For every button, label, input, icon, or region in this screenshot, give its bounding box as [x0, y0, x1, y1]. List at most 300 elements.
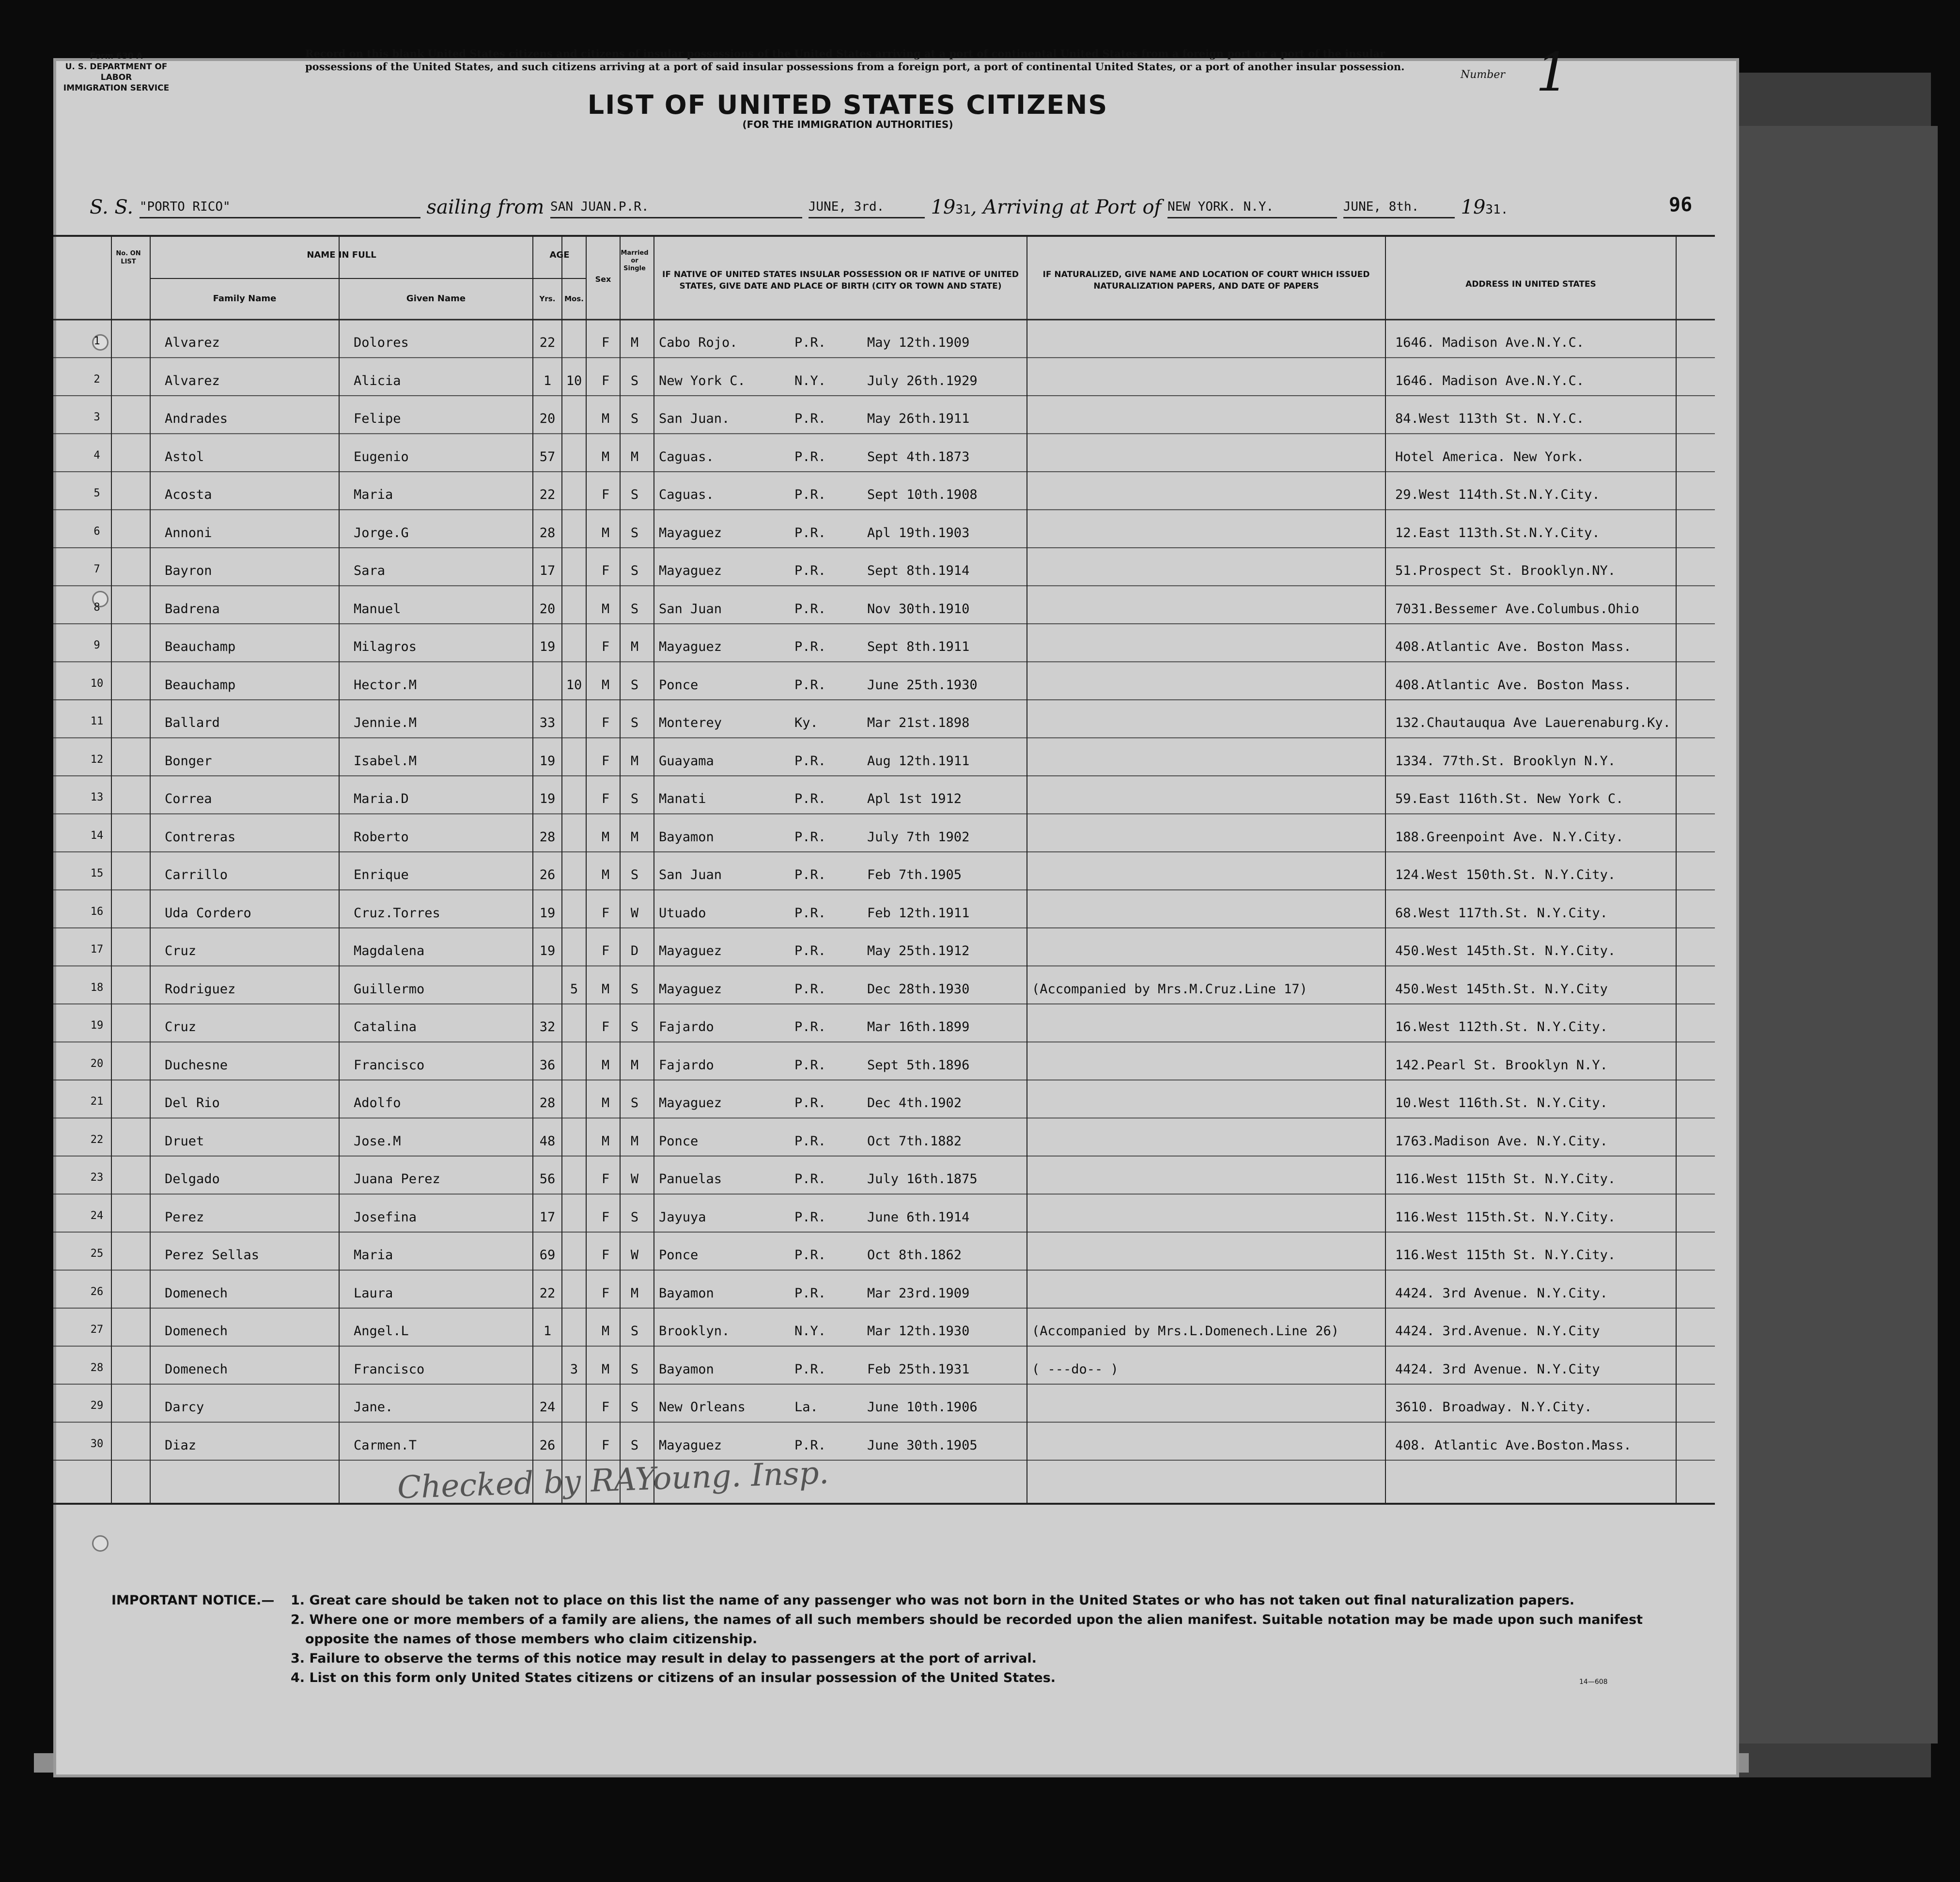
given-name: Maria	[354, 487, 393, 502]
sex: F	[601, 943, 610, 958]
sex: F	[601, 1400, 610, 1415]
us-address: 408.Atlantic Ave. Boston Mass.	[1395, 677, 1632, 693]
family-name: Perez Sellas	[165, 1248, 260, 1263]
given-name: Felipe	[354, 411, 401, 426]
family-name: Beauchamp	[165, 639, 236, 654]
us-address: 124.West 150th.St. N.Y.City.	[1395, 867, 1616, 882]
us-address: 16.West 112th.St. N.Y.City.	[1395, 1019, 1608, 1034]
birth-state: P.R.	[794, 1133, 826, 1149]
sex: M	[601, 411, 610, 426]
birth-city: Mayaguez	[659, 943, 722, 958]
marital-status: S	[630, 373, 639, 388]
sex: F	[601, 753, 610, 769]
birth-state: P.R.	[794, 449, 826, 464]
birth-date: Aug 12th.1911	[867, 753, 970, 769]
birth-date: Dec 4th.1902	[867, 1095, 962, 1111]
table-row	[53, 358, 1715, 396]
inspector-signature: Checked by RAYoung. Insp.	[396, 1455, 830, 1506]
sex: F	[601, 1019, 610, 1034]
sex: F	[601, 905, 610, 921]
given-name: Eugenio	[354, 449, 409, 464]
birth-date: June 30th.1905	[867, 1437, 978, 1453]
table-row	[53, 966, 1715, 1004]
family-name: Bonger	[165, 753, 212, 769]
birth-city: Utuado	[659, 905, 706, 921]
service-name: IMMIGRATION SERVICE	[63, 83, 170, 93]
birth-date: Mar 16th.1899	[867, 1019, 970, 1034]
age-years: 20	[539, 411, 556, 426]
us-address: Hotel America. New York.	[1395, 449, 1585, 464]
birth-state: N.Y.	[794, 1324, 826, 1339]
birth-date: Apl 19th.1903	[867, 525, 970, 540]
given-name: Milagros	[354, 639, 417, 654]
row-number: 19	[90, 1019, 104, 1032]
birth-city: Fajardo	[659, 1019, 714, 1034]
marital-status: S	[630, 1400, 639, 1415]
table-row	[53, 548, 1715, 586]
row-number: 4	[93, 449, 100, 462]
family-name: Annoni	[165, 525, 212, 540]
table-row	[53, 1346, 1715, 1384]
departure-year-prefix: 19	[931, 196, 956, 218]
row-number: 23	[90, 1172, 104, 1184]
col-header-sex: Sex	[595, 275, 611, 284]
birth-date: Oct 7th.1882	[867, 1133, 962, 1149]
birth-city: Manati	[659, 791, 706, 806]
family-name: Rodriguez	[165, 981, 236, 997]
col-header-given: Given Name	[406, 293, 466, 304]
given-name: Adolfo	[354, 1095, 401, 1111]
table-row	[53, 776, 1715, 814]
voyage-line: S. S. "PORTO RICO" sailing from SAN JUAN.P.R. JUNE, 3rd. 1931, Arriving at Port of NEW YORK. N.Y. JUNE, 8th. 1931.	[90, 196, 1509, 218]
us-address: 142.Pearl St. Brooklyn N.Y.	[1395, 1057, 1608, 1073]
sex: F	[601, 639, 610, 654]
sex: M	[601, 677, 610, 693]
birth-date: Sept 8th.1914	[867, 563, 970, 578]
table-row	[53, 700, 1715, 738]
sex: F	[601, 373, 610, 388]
marital-status: S	[630, 1019, 639, 1034]
notice-item: 2. Where one or more members of a family are aliens, the names of all such members should be recorded upon the alien manifest. Suitable notation may be made upon such manifest opposite the names of those members who claim citizenship.	[291, 1612, 1643, 1647]
table-row	[53, 1384, 1715, 1422]
departure-year: 31	[955, 202, 971, 217]
age-years: 22	[539, 335, 556, 350]
marital-status: M	[630, 335, 639, 350]
family-name: Contreras	[165, 829, 236, 845]
row-number: 2	[93, 373, 100, 386]
given-name: Maria	[354, 1248, 393, 1263]
birth-city: Bayamon	[659, 1361, 714, 1377]
table-row	[53, 624, 1715, 662]
us-address: 1763.Madison Ave. N.Y.City.	[1395, 1133, 1608, 1149]
table-row	[53, 434, 1715, 472]
family-name: Carrillo	[165, 867, 228, 882]
arrival-year-prefix: 19	[1461, 196, 1486, 218]
us-address: 4424. 3rd Avenue. N.Y.City.	[1395, 1285, 1608, 1301]
given-name: Manuel	[354, 601, 401, 617]
us-address: 10.West 116th.St. N.Y.City.	[1395, 1095, 1608, 1111]
marital-status: M	[630, 829, 639, 845]
age-years: 24	[539, 1400, 556, 1415]
table-row	[53, 890, 1715, 928]
family-name: Domenech	[165, 1324, 228, 1339]
row-number: 16	[90, 905, 104, 918]
given-name: Carmen.T	[354, 1437, 417, 1453]
birth-date: Mar 12th.1930	[867, 1324, 970, 1339]
row-number: 26	[90, 1285, 104, 1298]
given-name: Jorge.G	[354, 525, 409, 540]
table-row	[53, 852, 1715, 890]
birth-state: P.R.	[794, 525, 826, 540]
row-number: 29	[90, 1400, 104, 1412]
age-years: 56	[539, 1172, 556, 1187]
given-name: Dolores	[354, 335, 409, 350]
ss-label: S. S.	[90, 196, 134, 218]
given-name: Josefina	[354, 1209, 417, 1225]
marital-status: S	[630, 487, 639, 502]
given-name: Jennie.M	[354, 715, 417, 730]
age-years: 26	[539, 1437, 556, 1453]
age-years: 26	[539, 867, 556, 882]
marital-status: W	[630, 905, 639, 921]
birth-state: P.R.	[794, 981, 826, 997]
birth-city: Cabo Rojo.	[659, 335, 738, 350]
us-address: 7031.Bessemer Ave.Columbus.Ohio	[1395, 601, 1639, 617]
marital-status: M	[630, 1133, 639, 1149]
us-address: 1646. Madison Ave.N.Y.C.	[1395, 373, 1585, 388]
row-number: 18	[90, 981, 104, 994]
marital-status: S	[630, 867, 639, 882]
page-subtitle: (FOR THE IMMIGRATION AUTHORITIES)	[742, 119, 953, 130]
age-years: 48	[539, 1133, 556, 1149]
birth-city: Mayaguez	[659, 1437, 722, 1453]
table-row	[53, 1270, 1715, 1308]
birth-state: P.R.	[794, 1057, 826, 1073]
row-number: 28	[90, 1361, 104, 1374]
birth-city: Guayama	[659, 753, 714, 769]
birth-state: P.R.	[794, 677, 826, 693]
given-name: Jane.	[354, 1400, 393, 1415]
marital-status: S	[630, 601, 639, 617]
us-address: 450.West 145th.St. N.Y.City.	[1395, 943, 1616, 958]
notice-item: 3. Failure to observe the terms of this notice may result in delay to passengers at the port of arrival.	[291, 1651, 1037, 1666]
family-name: Beauchamp	[165, 677, 236, 693]
sex: M	[601, 867, 610, 882]
given-name: Laura	[354, 1285, 393, 1301]
sex: M	[601, 1324, 610, 1339]
marital-status: M	[630, 1057, 639, 1073]
age-years: 1	[543, 1324, 552, 1339]
birth-date: July 16th.1875	[867, 1172, 978, 1187]
birth-state: P.R.	[794, 1172, 826, 1187]
marital-status: S	[630, 677, 639, 693]
marital-status: S	[630, 1095, 639, 1111]
birth-state: P.R.	[794, 867, 826, 882]
family-name: Duchesne	[165, 1057, 228, 1073]
col-header-family: Family Name	[213, 293, 277, 304]
given-name: Francisco	[354, 1057, 425, 1073]
birth-date: Feb 25th.1931	[867, 1361, 970, 1377]
age-years: 17	[539, 563, 556, 578]
sex: F	[601, 563, 610, 578]
family-name: Del Rio	[165, 1095, 220, 1111]
col-header-naturalized: IF NATURALIZED, GIVE NAME AND LOCATION OF COURT WHICH ISSUED NATURALIZATION PAPERS, AND DATE OF PAPERS	[1042, 270, 1370, 291]
marital-status: M	[630, 449, 639, 464]
col-header-no: No. ON LIST	[116, 250, 141, 265]
table-row	[53, 1308, 1715, 1346]
birth-date: July 7th 1902	[867, 829, 970, 845]
row-number: 27	[90, 1324, 104, 1336]
us-address: 450.West 145th.St. N.Y.City	[1395, 981, 1608, 997]
family-name: Perez	[165, 1209, 204, 1225]
given-name: Angel.L	[354, 1324, 409, 1339]
form-number: Form 630 A	[90, 51, 143, 61]
sex: M	[601, 525, 610, 540]
birth-city: Brooklyn.	[659, 1324, 730, 1339]
notice-item: 1. Great care should be taken not to place on this list the name of any passenger who was not born in the United States or who has not taken out final naturalization papers.	[291, 1593, 1575, 1608]
table-row	[53, 1080, 1715, 1118]
us-address: 116.West 115th St. N.Y.City.	[1395, 1172, 1616, 1187]
age-years: 28	[539, 525, 556, 540]
age-years: 32	[539, 1019, 556, 1034]
age-months: 10	[566, 677, 582, 693]
sex: F	[601, 1437, 610, 1453]
row-number: 1	[93, 335, 100, 347]
us-address: 188.Greenpoint Ave. N.Y.City.	[1395, 829, 1624, 845]
marital-status: S	[630, 525, 639, 540]
birth-state: N.Y.	[794, 373, 826, 388]
birth-state: P.R.	[794, 1361, 826, 1377]
notice-item: 4. List on this form only United States citizens or citizens of an insular possession of the United States.	[291, 1670, 1056, 1685]
birth-city: Fajardo	[659, 1057, 714, 1073]
birth-city: Mayaguez	[659, 981, 722, 997]
sex: M	[601, 601, 610, 617]
marital-status: S	[630, 981, 639, 997]
col-header-age: AGE	[549, 250, 570, 260]
col-header-yrs: Yrs.	[539, 294, 556, 303]
age-months: 5	[570, 981, 578, 997]
birth-date: Feb 7th.1905	[867, 867, 962, 882]
birth-state: P.R.	[794, 905, 826, 921]
us-address: 116.West 115th.St. N.Y.City.	[1395, 1209, 1616, 1225]
birth-city: Bayamon	[659, 829, 714, 845]
us-address: 68.West 117th.St. N.Y.City.	[1395, 905, 1608, 921]
departure-port: SAN JUAN.P.R.	[550, 200, 802, 218]
given-name: Roberto	[354, 829, 409, 845]
row-number: 21	[90, 1095, 104, 1108]
given-name: Juana Perez	[354, 1172, 440, 1187]
birth-city: Ponce	[659, 1133, 699, 1149]
family-name: Alvarez	[165, 373, 220, 388]
birth-date: Oct 8th.1862	[867, 1248, 962, 1263]
table-row	[53, 320, 1715, 357]
form-code: 14—608	[1579, 1678, 1608, 1686]
table-row	[53, 1194, 1715, 1232]
row-number: 10	[90, 677, 104, 690]
table-row	[53, 662, 1715, 700]
number-label: Number	[1461, 69, 1505, 81]
marital-status: S	[630, 715, 639, 730]
row-number: 14	[90, 829, 104, 842]
row-number: 6	[93, 525, 100, 538]
birth-state: P.R.	[794, 411, 826, 426]
birth-date: Sept 8th.1911	[867, 639, 970, 654]
row-number: 3	[93, 411, 100, 423]
marital-status: M	[630, 753, 639, 769]
birth-state: Ky.	[794, 715, 818, 730]
table-row	[53, 738, 1715, 776]
family-name: Druet	[165, 1133, 204, 1149]
birth-state: P.R.	[794, 1019, 826, 1034]
marital-status: S	[630, 1437, 639, 1453]
age-years: 19	[539, 943, 556, 958]
table-row	[53, 586, 1715, 624]
us-address: 59.East 116th.St. New York C.	[1395, 791, 1624, 806]
notice-label: IMPORTANT NOTICE.—	[111, 1593, 275, 1608]
birth-date: June 25th.1930	[867, 677, 978, 693]
family-name: Acosta	[165, 487, 212, 502]
sex: F	[601, 1248, 610, 1263]
row-number: 5	[93, 487, 100, 499]
birth-city: San Juan	[659, 867, 722, 882]
birth-state: P.R.	[794, 943, 826, 958]
table-row	[53, 396, 1715, 433]
given-name: Isabel.M	[354, 753, 417, 769]
row-number: 11	[90, 715, 104, 727]
marital-status: D	[630, 943, 639, 958]
notice-items	[291, 1591, 1662, 1688]
marital-status: M	[630, 639, 639, 654]
family-name: Darcy	[165, 1400, 204, 1415]
age-years: 19	[539, 791, 556, 806]
birth-date: May 12th.1909	[867, 335, 970, 350]
given-name: Cruz.Torres	[354, 905, 440, 921]
birth-date: Sept 4th.1873	[867, 449, 970, 464]
family-name: Cruz	[165, 1019, 197, 1034]
birth-state: P.R.	[794, 601, 826, 617]
birth-date: June 10th.1906	[867, 1400, 978, 1415]
sex: F	[601, 335, 610, 350]
age-years: 22	[539, 1285, 556, 1301]
birth-city: Caguas.	[659, 449, 714, 464]
birth-state: La.	[794, 1400, 818, 1415]
us-address: 116.West 115th St. N.Y.City.	[1395, 1248, 1616, 1263]
sex: M	[601, 1057, 610, 1073]
family-name: Alvarez	[165, 335, 220, 350]
row-number: 7	[93, 563, 100, 575]
given-name: Catalina	[354, 1019, 417, 1034]
sex: F	[601, 1285, 610, 1301]
birth-city: Monterey	[659, 715, 722, 730]
birth-date: Sept 10th.1908	[867, 487, 978, 502]
row-number: 15	[90, 867, 104, 879]
us-address: 51.Prospect St. Brooklyn.NY.	[1395, 563, 1616, 578]
row-number: 8	[93, 601, 100, 614]
us-address: 1646. Madison Ave.N.Y.C.	[1395, 335, 1585, 350]
form-identifier	[63, 51, 170, 93]
birth-state: P.R.	[794, 1285, 826, 1301]
birth-city: Mayaguez	[659, 639, 722, 654]
age-years: 20	[539, 601, 556, 617]
marital-status: S	[630, 411, 639, 426]
sex: F	[601, 1172, 610, 1187]
arrival-date: JUNE, 8th.	[1343, 200, 1455, 218]
row-number: 12	[90, 753, 104, 766]
age-months: 10	[566, 373, 582, 388]
birth-state: P.R.	[794, 829, 826, 845]
naturalization-note: ( ---do-- )	[1032, 1361, 1119, 1377]
marital-status: S	[630, 563, 639, 578]
birth-city: Ponce	[659, 677, 699, 693]
family-name: Domenech	[165, 1285, 228, 1301]
departure-date: JUNE, 3rd.	[809, 200, 925, 218]
page-number: 96	[1669, 194, 1693, 216]
birth-state: P.R.	[794, 1209, 826, 1225]
col-header-marital: Married or Single	[621, 249, 649, 272]
age-years: 69	[539, 1248, 556, 1263]
sex: M	[601, 1361, 610, 1377]
family-name: Correa	[165, 791, 212, 806]
birth-date: July 26th.1929	[867, 373, 978, 388]
sex: M	[601, 1133, 610, 1149]
sex: M	[601, 981, 610, 997]
family-name: Delgado	[165, 1172, 220, 1187]
birth-state: P.R.	[794, 563, 826, 578]
family-name: Badrena	[165, 601, 220, 617]
age-years: 17	[539, 1209, 556, 1225]
table-row	[53, 928, 1715, 966]
table-row	[53, 1156, 1715, 1194]
us-address: 1334. 77th.St. Brooklyn N.Y.	[1395, 753, 1616, 769]
table-row	[53, 1232, 1715, 1270]
col-header-name: NAME IN FULL	[307, 250, 376, 260]
birth-state: P.R.	[794, 335, 826, 350]
age-years: 28	[539, 829, 556, 845]
punch-hole	[92, 1535, 109, 1552]
given-name: Francisco	[354, 1361, 425, 1377]
age-years: 19	[539, 753, 556, 769]
birth-city: Jayuya	[659, 1209, 706, 1225]
naturalization-note: (Accompanied by Mrs.M.Cruz.Line 17)	[1032, 981, 1307, 997]
sailing-label: sailing from	[426, 196, 544, 218]
birth-date: Mar 21st.1898	[867, 715, 970, 730]
marital-status: S	[630, 1209, 639, 1225]
page-title: LIST OF UNITED STATES CITIZENS	[587, 90, 1108, 120]
birth-city: San Juan.	[659, 411, 730, 426]
table-row	[53, 1422, 1715, 1460]
age-years: 19	[539, 905, 556, 921]
age-years: 57	[539, 449, 556, 464]
ship-name: "PORTO RICO"	[140, 200, 420, 218]
birth-city: Mayaguez	[659, 563, 722, 578]
row-number: 9	[93, 639, 100, 651]
age-years: 28	[539, 1095, 556, 1111]
family-name: Uda Cordero	[165, 905, 251, 921]
birth-state: P.R.	[794, 753, 826, 769]
given-name: Sara	[354, 563, 386, 578]
arriving-label: Arriving at Port of	[983, 196, 1162, 218]
sex: M	[601, 449, 610, 464]
birth-date: Apl 1st 1912	[867, 791, 962, 806]
sex: M	[601, 1095, 610, 1111]
birth-date: Nov 30th.1910	[867, 601, 970, 617]
family-name: Andrades	[165, 411, 228, 426]
col-header-birth: IF NATIVE OF UNITED STATES INSULAR POSSESSION OR IF NATIVE OF UNITED STATES, GIVE DATE AND PLACE OF BIRTH (CITY OR TOWN AND STATE)	[662, 270, 1019, 291]
family-name: Bayron	[165, 563, 212, 578]
birth-city: Caguas.	[659, 487, 714, 502]
birth-state: P.R.	[794, 639, 826, 654]
birth-state: P.R.	[794, 1095, 826, 1111]
